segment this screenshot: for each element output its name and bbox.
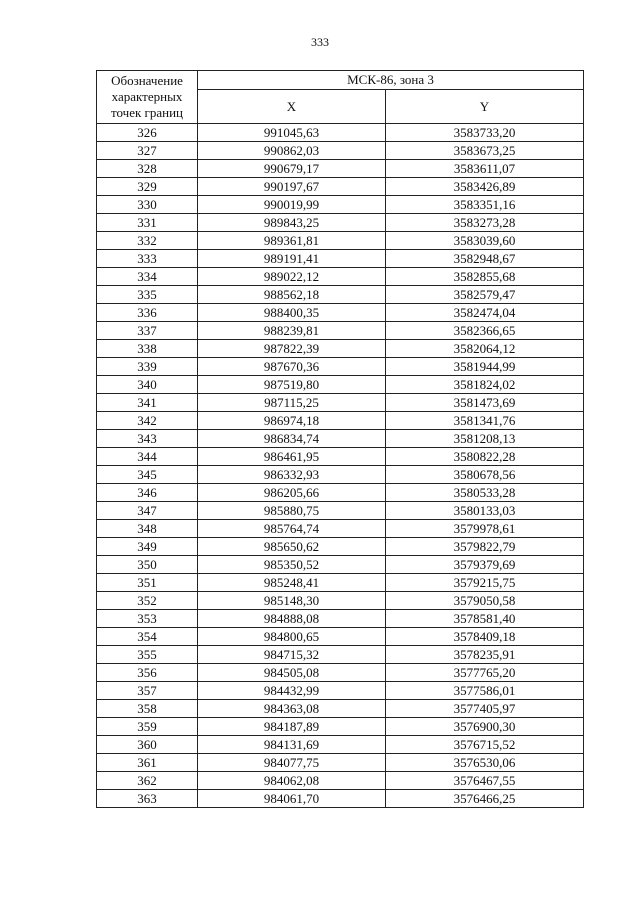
point-number-cell: 355 <box>97 646 198 664</box>
point-number-cell: 358 <box>97 700 198 718</box>
point-number-cell: 348 <box>97 520 198 538</box>
point-number-cell: 350 <box>97 556 198 574</box>
x-coordinate-cell: 987519,80 <box>198 376 386 394</box>
x-coordinate-cell: 989191,41 <box>198 250 386 268</box>
point-number-cell: 361 <box>97 754 198 772</box>
point-number-cell: 346 <box>97 484 198 502</box>
table-row <box>97 394 584 412</box>
y-coordinate-cell: 3581473,69 <box>386 394 584 412</box>
table-row <box>97 430 584 448</box>
y-coordinate-cell: 3582366,65 <box>386 322 584 340</box>
x-column-header: X <box>198 90 386 124</box>
x-coordinate-cell: 984077,75 <box>198 754 386 772</box>
y-coordinate-cell: 3578235,91 <box>386 646 584 664</box>
table-row <box>97 664 584 682</box>
point-number-cell: 334 <box>97 268 198 286</box>
table-row <box>97 232 584 250</box>
x-coordinate-cell: 984505,08 <box>198 664 386 682</box>
point-header-line-1: Обозначение <box>111 73 183 88</box>
point-number-cell: 353 <box>97 610 198 628</box>
x-coordinate-cell: 984363,08 <box>198 700 386 718</box>
point-number-cell: 342 <box>97 412 198 430</box>
x-coordinate-cell: 986332,93 <box>198 466 386 484</box>
point-number-cell: 327 <box>97 142 198 160</box>
x-coordinate-cell: 984061,70 <box>198 790 386 808</box>
page-number: 333 <box>311 35 329 49</box>
table-row <box>97 682 584 700</box>
x-coordinate-cell: 991045,63 <box>198 124 386 142</box>
point-number-cell: 360 <box>97 736 198 754</box>
point-number-cell: 343 <box>97 430 198 448</box>
table-row <box>97 304 584 322</box>
point-number-cell: 349 <box>97 538 198 556</box>
x-coordinate-cell: 990679,17 <box>198 160 386 178</box>
point-number-cell: 331 <box>97 214 198 232</box>
point-number-cell: 344 <box>97 448 198 466</box>
table-row <box>97 322 584 340</box>
x-coordinate-cell: 985650,62 <box>198 538 386 556</box>
point-number-cell: 333 <box>97 250 198 268</box>
y-column-header: Y <box>386 90 584 124</box>
y-coordinate-cell: 3577405,97 <box>386 700 584 718</box>
x-coordinate-cell: 988239,81 <box>198 322 386 340</box>
point-number-cell: 341 <box>97 394 198 412</box>
x-coordinate-cell: 987822,39 <box>198 340 386 358</box>
y-coordinate-cell: 3580533,28 <box>386 484 584 502</box>
x-coordinate-cell: 986834,74 <box>198 430 386 448</box>
point-number-cell: 356 <box>97 664 198 682</box>
point-number-cell: 345 <box>97 466 198 484</box>
table-row <box>97 250 584 268</box>
table-row <box>97 268 584 286</box>
y-coordinate-cell: 3583673,25 <box>386 142 584 160</box>
table-body <box>97 124 584 808</box>
table-row <box>97 772 584 790</box>
table-row <box>97 520 584 538</box>
y-coordinate-cell: 3577765,20 <box>386 664 584 682</box>
table-row <box>97 160 584 178</box>
point-number-cell: 328 <box>97 160 198 178</box>
x-coordinate-cell: 990862,03 <box>198 142 386 160</box>
y-coordinate-cell: 3582474,04 <box>386 304 584 322</box>
table-row <box>97 574 584 592</box>
x-coordinate-cell: 989361,81 <box>198 232 386 250</box>
table-row <box>97 340 584 358</box>
x-coordinate-cell: 989843,25 <box>198 214 386 232</box>
table-row <box>97 124 584 142</box>
table-header <box>97 71 584 124</box>
point-number-cell: 332 <box>97 232 198 250</box>
table-row <box>97 358 584 376</box>
x-coordinate-cell: 985880,75 <box>198 502 386 520</box>
x-coordinate-cell: 985764,74 <box>198 520 386 538</box>
point-number-cell: 339 <box>97 358 198 376</box>
y-coordinate-cell: 3583733,20 <box>386 124 584 142</box>
y-coordinate-cell: 3582064,12 <box>386 340 584 358</box>
table-row <box>97 538 584 556</box>
coordinate-system-header: МСК-86, зона 3 <box>198 71 584 90</box>
point-header-line-2: характерных <box>111 89 183 104</box>
x-coordinate-cell: 984800,65 <box>198 628 386 646</box>
table-row <box>97 628 584 646</box>
y-coordinate-cell: 3579379,69 <box>386 556 584 574</box>
x-coordinate-cell: 984062,08 <box>198 772 386 790</box>
point-number-cell: 352 <box>97 592 198 610</box>
y-coordinate-cell: 3581341,76 <box>386 412 584 430</box>
y-coordinate-cell: 3583611,07 <box>386 160 584 178</box>
point-number-cell: 357 <box>97 682 198 700</box>
table-row <box>97 790 584 808</box>
y-coordinate-cell: 3576467,55 <box>386 772 584 790</box>
point-number-cell: 340 <box>97 376 198 394</box>
x-coordinate-cell: 984187,89 <box>198 718 386 736</box>
x-coordinate-cell: 986205,66 <box>198 484 386 502</box>
y-coordinate-cell: 3578581,40 <box>386 610 584 628</box>
table-row <box>97 466 584 484</box>
y-coordinate-cell: 3579978,61 <box>386 520 584 538</box>
y-coordinate-cell: 3576715,52 <box>386 736 584 754</box>
point-designation-header <box>97 71 198 124</box>
table-row <box>97 376 584 394</box>
y-coordinate-cell: 3582855,68 <box>386 268 584 286</box>
y-coordinate-cell: 3580822,28 <box>386 448 584 466</box>
y-coordinate-cell: 3582579,47 <box>386 286 584 304</box>
x-coordinate-cell: 985350,52 <box>198 556 386 574</box>
y-coordinate-cell: 3579822,79 <box>386 538 584 556</box>
x-coordinate-cell: 985148,30 <box>198 592 386 610</box>
x-coordinate-cell: 990019,99 <box>198 196 386 214</box>
y-coordinate-cell: 3577586,01 <box>386 682 584 700</box>
table-row <box>97 214 584 232</box>
y-coordinate-cell: 3583273,28 <box>386 214 584 232</box>
y-coordinate-cell: 3579050,58 <box>386 592 584 610</box>
point-number-cell: 335 <box>97 286 198 304</box>
x-coordinate-cell: 987115,25 <box>198 394 386 412</box>
y-coordinate-cell: 3581824,02 <box>386 376 584 394</box>
point-number-cell: 354 <box>97 628 198 646</box>
x-coordinate-cell: 988400,35 <box>198 304 386 322</box>
x-coordinate-cell: 984131,69 <box>198 736 386 754</box>
y-coordinate-cell: 3583426,89 <box>386 178 584 196</box>
point-number-cell: 362 <box>97 772 198 790</box>
y-coordinate-cell: 3581944,99 <box>386 358 584 376</box>
y-coordinate-cell: 3579215,75 <box>386 574 584 592</box>
table-row <box>97 142 584 160</box>
table-row <box>97 610 584 628</box>
point-number-cell: 330 <box>97 196 198 214</box>
y-coordinate-cell: 3576900,30 <box>386 718 584 736</box>
table-row <box>97 556 584 574</box>
x-coordinate-cell: 986461,95 <box>198 448 386 466</box>
point-number-cell: 336 <box>97 304 198 322</box>
y-coordinate-cell: 3580133,03 <box>386 502 584 520</box>
y-coordinate-cell: 3578409,18 <box>386 628 584 646</box>
table-row <box>97 448 584 466</box>
point-number-cell: 326 <box>97 124 198 142</box>
point-header-line-3: точек границ <box>110 105 184 120</box>
table-row <box>97 484 584 502</box>
point-number-cell: 337 <box>97 322 198 340</box>
point-number-cell: 363 <box>97 790 198 808</box>
point-number-cell: 351 <box>97 574 198 592</box>
table-row <box>97 196 584 214</box>
point-number-cell: 347 <box>97 502 198 520</box>
table-row <box>97 592 584 610</box>
table-row <box>97 286 584 304</box>
x-coordinate-cell: 984715,32 <box>198 646 386 664</box>
y-coordinate-cell: 3580678,56 <box>386 466 584 484</box>
x-coordinate-cell: 988562,18 <box>198 286 386 304</box>
y-coordinate-cell: 3582948,67 <box>386 250 584 268</box>
x-coordinate-cell: 987670,36 <box>198 358 386 376</box>
coordinates-table <box>96 70 584 808</box>
table-row <box>97 754 584 772</box>
x-coordinate-cell: 984888,08 <box>198 610 386 628</box>
x-coordinate-cell: 990197,67 <box>198 178 386 196</box>
x-coordinate-cell: 985248,41 <box>198 574 386 592</box>
table-row <box>97 412 584 430</box>
table-row <box>97 502 584 520</box>
x-coordinate-cell: 984432,99 <box>198 682 386 700</box>
y-coordinate-cell: 3576466,25 <box>386 790 584 808</box>
y-coordinate-cell: 3576530,06 <box>386 754 584 772</box>
table-row <box>97 178 584 196</box>
y-coordinate-cell: 3583039,60 <box>386 232 584 250</box>
table-row <box>97 736 584 754</box>
table-row <box>97 718 584 736</box>
table-row <box>97 646 584 664</box>
table-row <box>97 700 584 718</box>
y-coordinate-cell: 3581208,13 <box>386 430 584 448</box>
x-coordinate-cell: 986974,18 <box>198 412 386 430</box>
y-coordinate-cell: 3583351,16 <box>386 196 584 214</box>
point-number-cell: 338 <box>97 340 198 358</box>
point-number-cell: 359 <box>97 718 198 736</box>
x-coordinate-cell: 989022,12 <box>198 268 386 286</box>
point-number-cell: 329 <box>97 178 198 196</box>
